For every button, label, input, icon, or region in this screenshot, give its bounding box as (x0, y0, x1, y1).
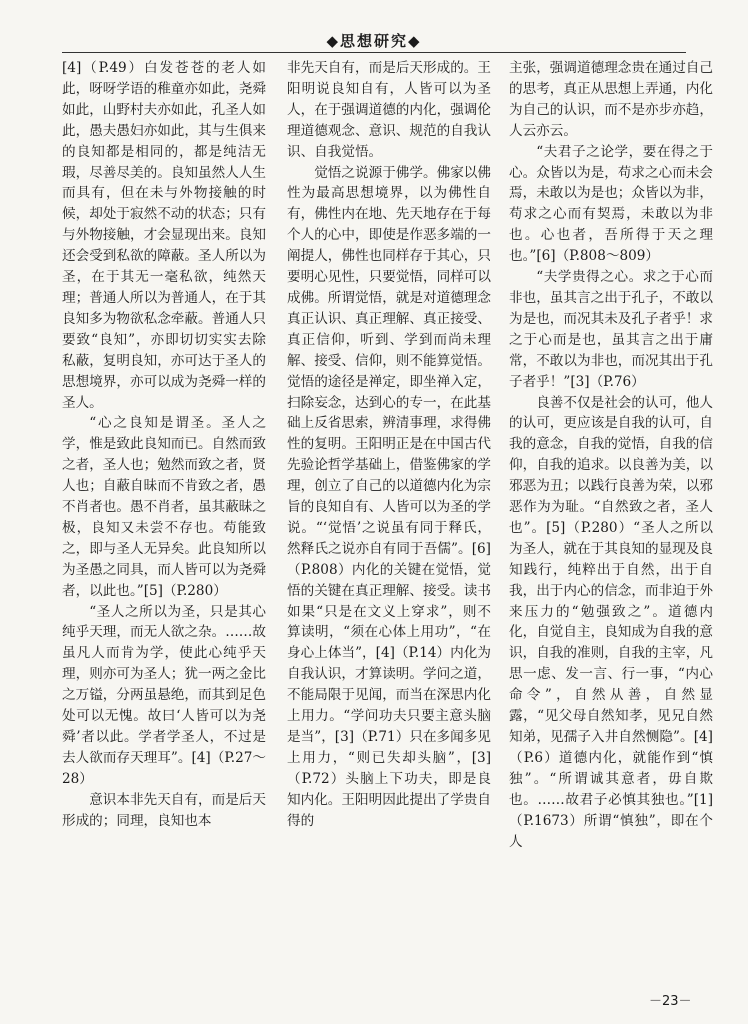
paragraph: “圣人之所以为圣，只是其心纯乎天理，而无人欲之杂。……故虽凡人而肯为学，使此心纯乎天理，则亦可为圣人；犹一两之金比之万镒，分两虽悬绝，而其到足色处可以无愧。故曰‘人皆可以为尧舜’者以此。学者学圣人，不过是去人欲而存天理耳”。[4]（P.27～28） (62, 603, 266, 787)
paragraph: “夫君子之论学，要在得之于心。众皆以为是，苟求之心而未会焉，未敢以为是也；众皆以为非，苟求之心而有契焉，未敢以为非也。心也者，吾所得于天之理也。”[6]（P.808～809） (509, 143, 713, 265)
text-column-left (62, 58, 266, 832)
page-number: －23－ (649, 994, 692, 1009)
paragraph: 主张，强调道德理念贵在通过自己的思考，真正从思想上弄通，内化为自己的认识，而不是亦步亦趋，人云亦云。 (509, 60, 713, 139)
paragraph: “夫学贵得之心。求之于心而非也，虽其言之出于孔子，不敢以为是也，而况其未及孔子者乎！求之于心而是也，虽其言之出于庸常，不敢以为非也，而况其出于孔子者乎！”[3]（P.76） (509, 269, 713, 390)
text-column-right (509, 58, 713, 852)
paragraph: 意识本非先天自有，而是后天形成的；同理，良知也本 (62, 791, 266, 829)
header-rule (62, 52, 686, 53)
text-column-middle (287, 58, 491, 832)
paragraph: 良善不仅是社会的认可，他人的认可，更应该是自我的认可，自我的意念，自我的觉悟，自我的信仰，自我的追求。以良善为美，以邪恶为丑；以践行良善为荣，以邪恶作为为耻。“自然致之者，圣人也”。[5]（P.280）“圣人之所以为圣人，就在于其良知的显现及良知践行，纯粹出于自然，出于自我，出于内心的信念，而非迫于外来压力的“勉强致之”。道德内化，自觉自主，良知成为自我的意识，自我的准则，自我的主宰，凡思一虑、发一言、行一事，“内心命令”，自然从善，自然显露，“见父母自然知孝，见兄自然知弟，见孺子入井自然恻隐”。[4]（P.6）道德内化，就能作到“慎独”。“所谓诚其意者，毋自欺也。……故君子必慎其独也。”[1]（P.1673）所谓“慎独”，即在个人 (509, 394, 713, 850)
paragraph: 非先天自有，而是后天形成的。王阳明说良知自有，人皆可以为圣人，在于强调道德的内化，强调伦理道德观念、意识、规范的自我认识、自我觉悟。 (287, 60, 491, 160)
paragraph: “心之良知是谓圣。圣人之学，惟是致此良知而已。自然而致之者，圣人也；勉然而致之者，贤人也；自蔽自昧而不肯致之者，愚不肖者也。愚不肖者，虽其蔽昧之极，良知又未尝不存也。苟能致之，即与圣人无异矣。此良知所以为圣愚之同具，而人皆可以为尧舜者，以此也。”[5]（P.280） (62, 415, 266, 599)
paragraph: [4]（P.49）白发苍苍的老人如此，呀呀学语的稚童亦如此，尧舜如此，山野村夫亦如此，孔圣人如此，愚夫愚妇亦如此，其与生俱来的良知都是相同的，都是纯洁无瑕，尽善尽美的。良知虽然人人生而具有，但在未与外物接触的时候，却处于寂然不动的状态；只有与外物接触，才会显现出来。良知还会受到私欲的障蔽。圣人所以为圣，在于其无一毫私欲，纯然天理；普通人所以为普通人，在于其良知多为物欲私念牵蔽。普通人只要致“良知”，亦即切切实实去除私蔽，复明良知，亦可达于圣人的思想境界，亦可以成为尧舜一样的圣人。 (62, 60, 266, 411)
paragraph: 觉悟之说源于佛学。佛家以佛性为最高思想境界，以为佛性自有，佛性内在地、先天地存在于每个人的心中，即使是作恶多端的一阐提人，佛性也同样存于其心，只要明心见性，只要觉悟，同样可以成佛。所谓觉悟，就是对道德理念真正认识、真正理解、真正接受、真正信仰，听到、学到而尚未理解、接受、信仰，则不能算觉悟。觉悟的途径是禅定，即坐禅入定，扫除妄念，达到心的专一，在此基础上反省思索，辨清事理，求得佛性的复明。王阳明正是在中国古代先验论哲学基础上，借鉴佛家的学理，创立了自己的以道德内化为宗旨的良知自有、人皆可以为圣的学说。“‘觉悟’之说虽有同于释氏，然释氏之说亦自有同于吾儒”。[6]（P.808）内化的关键在觉悟，觉悟的关键在真正理解、接受。读书如果“只是在文义上穿求”，则不算读明，“须在心体上用功”，“在身心上体当”，[4]（P.14）内化为自我认识，才算读明。学问之道，不能局限于见闻，而当在深思内化上用力。“学问功夫只要主意头脑是当”，[3]（P.71）只在多闻多见上用力，“则已失却头脑”，[3]（P.72）头脑上下功夫，即是良知内化。王阳明因此提出了学贵自得的 (287, 164, 491, 829)
journal-section-header: ◆思想研究◆ (326, 32, 422, 50)
